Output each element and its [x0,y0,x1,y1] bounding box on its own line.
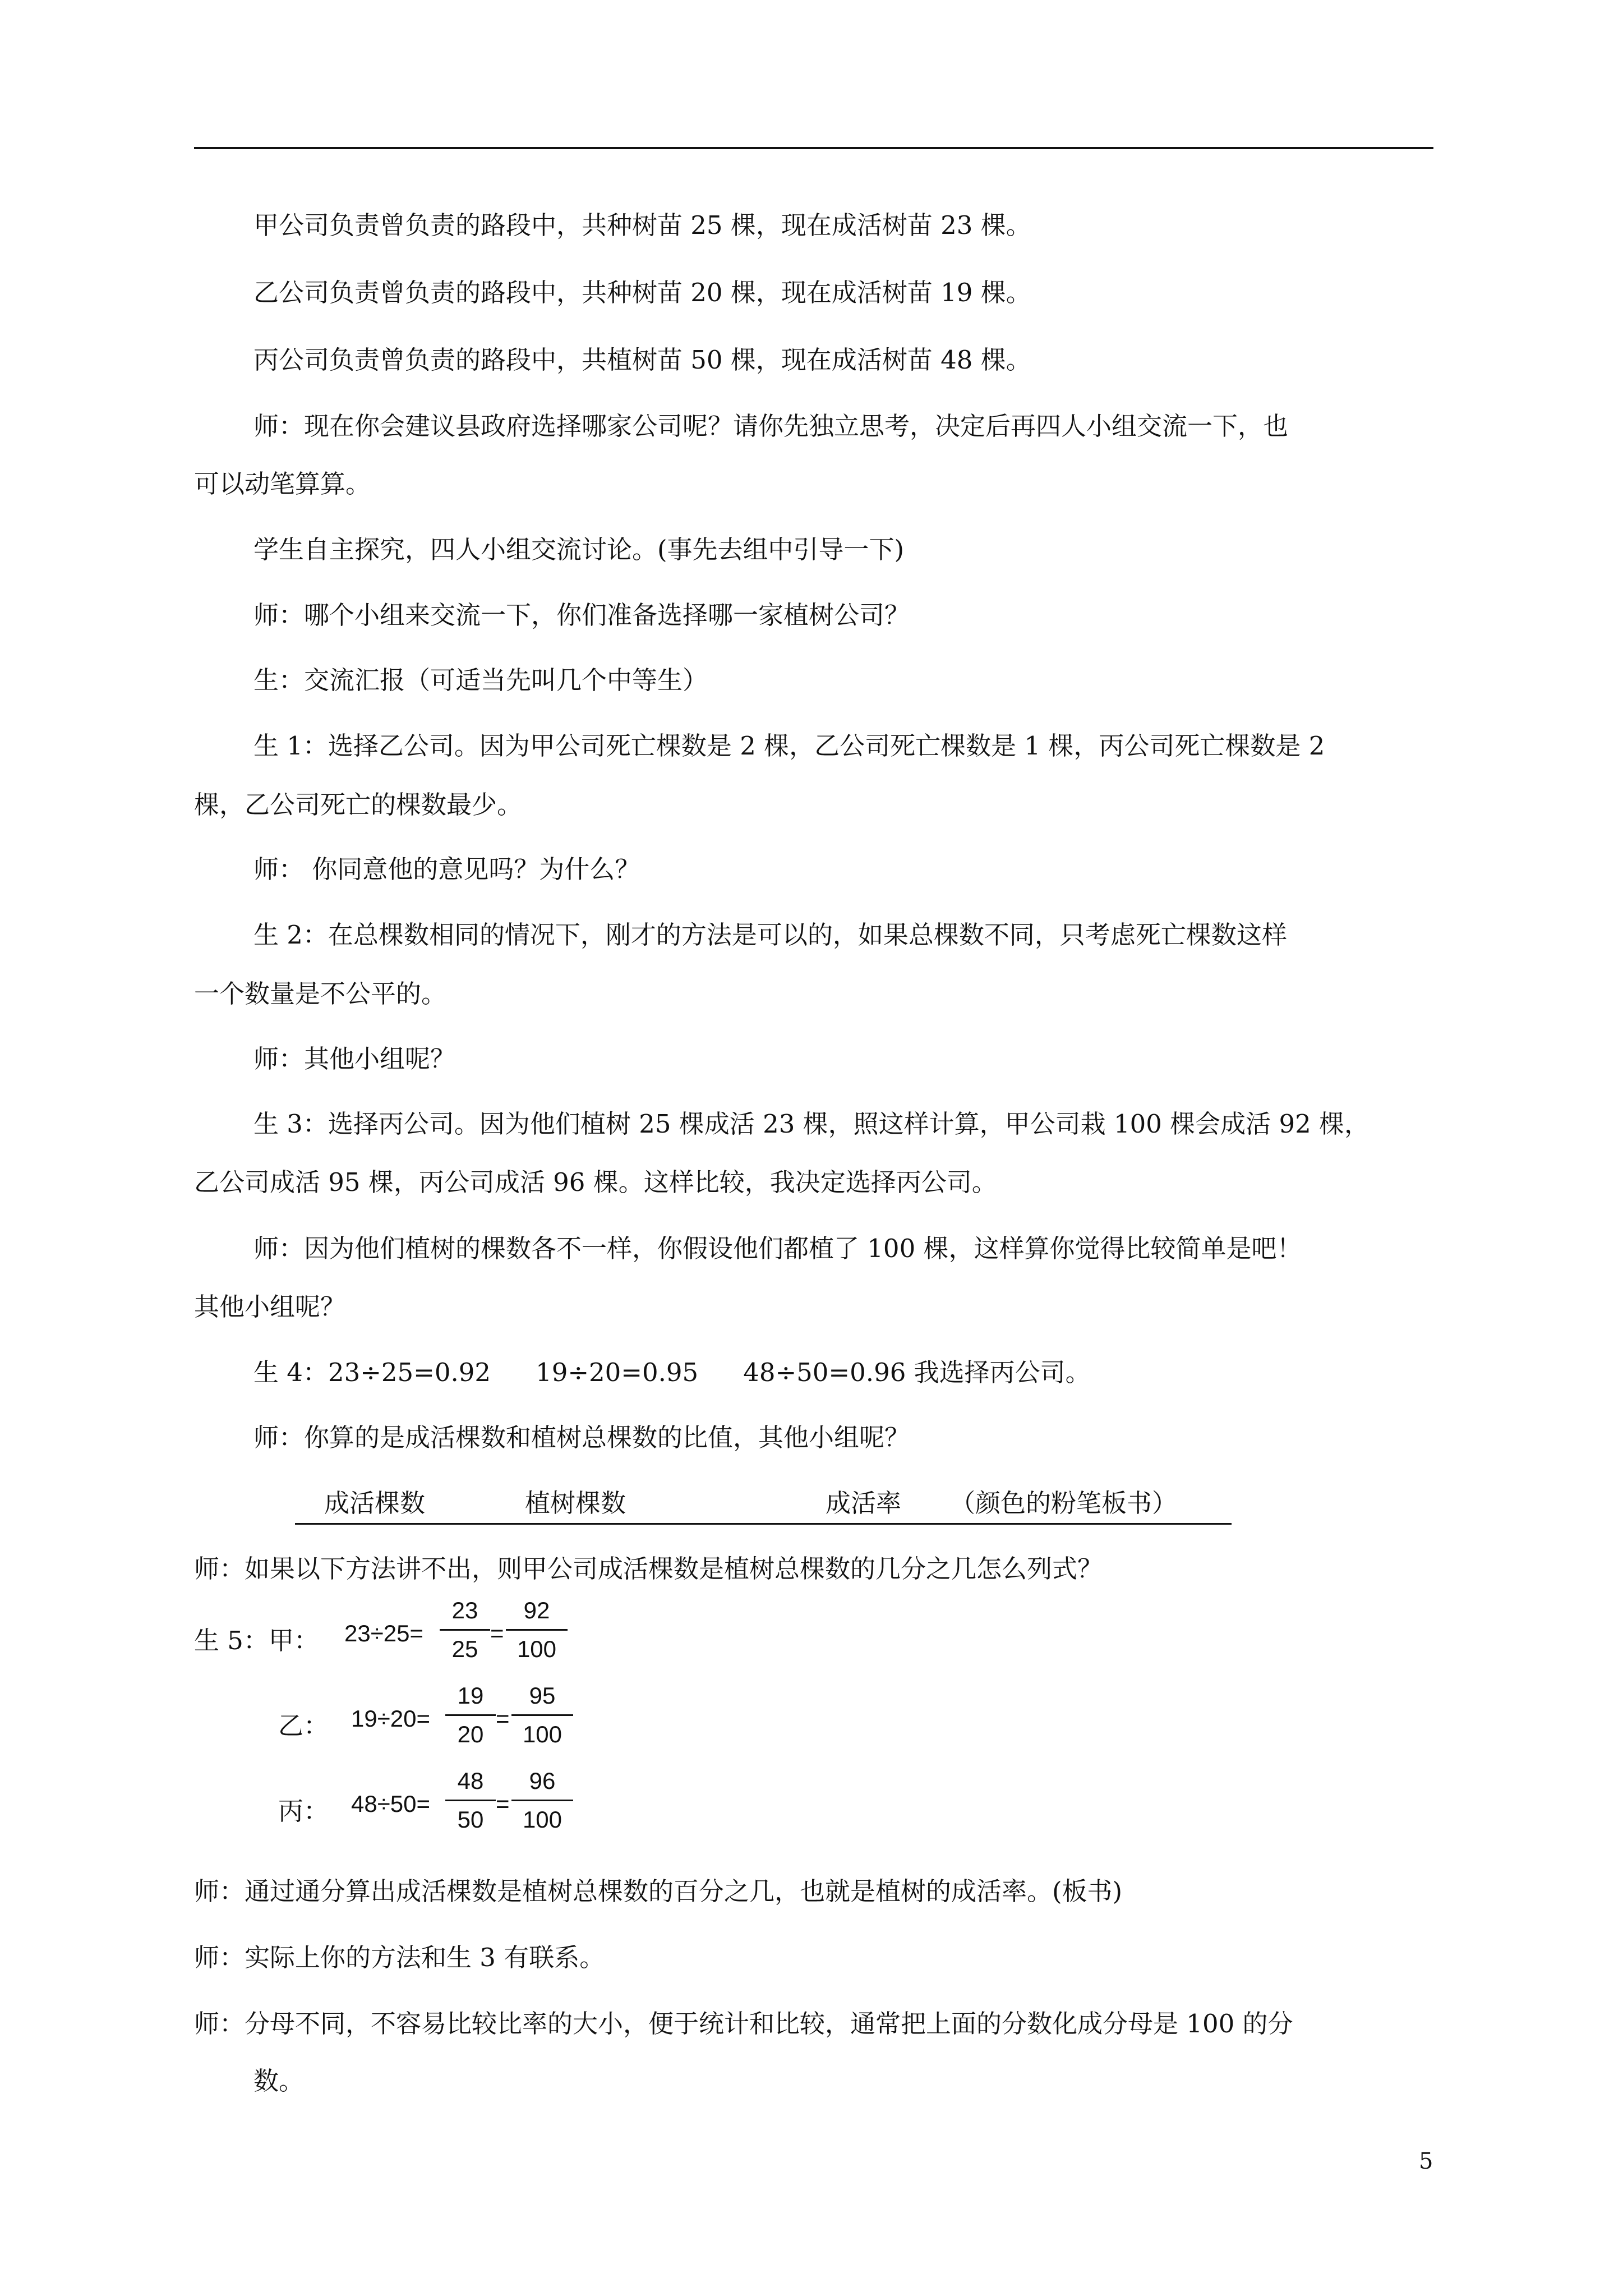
paragraph-company-a: 甲公司负责曾负责的路段中，共种树苗 25 棵，现在成活树苗 23 棵。 [253,210,1031,240]
fraction-label-c: 丙： [278,1796,329,1826]
paragraph-student1: 生 1：选择乙公司。因为甲公司死亡棵数是 2 棵，乙公司死亡棵数是 1 棵，丙公司死亡棵数是 2 [253,731,1325,761]
paragraph-teacher-which-group: 师：哪个小组来交流一下，你们准备选择哪一家植树公司？ [253,600,910,630]
fraction-label-a: 生 5：甲： [194,1626,319,1655]
paragraph-teacher-agree: 师： 你同意他的意见吗？为什么？ [253,854,640,884]
fraction-expr-b: 19÷20= [351,1705,431,1732]
fraction-row-c [194,1764,643,1842]
fraction-expr-c: 48÷50= [351,1791,431,1817]
paragraph-company-b: 乙公司负责曾负责的路段中，共种树苗 20 棵，现在成活树苗 19 棵。 [253,278,1031,307]
student4-calc-c: 48÷50=0.96 我选择丙公司。 [743,1358,1091,1387]
board-header-underline [295,1523,1232,1525]
paragraph-company-c: 丙公司负责曾负责的路段中，共植树苗 50 棵，现在成活树苗 48 棵。 [253,345,1031,375]
paragraph-teacher-ratio: 师：你算的是成活棵数和植树总棵数的比值，其他小组呢？ [253,1423,910,1452]
fraction-expr-a: 23÷25= [344,1620,424,1646]
paragraph-teacher-common-denominator: 师：通过通分算出成活棵数是植树总棵数的百分之几，也就是植树的成活率。(板书) [194,1876,1123,1906]
paragraph-teacher-question: 师：现在你会建议县政府选择哪家公司呢？请你先独立思考，决定后再四人小组交流一下，也 [253,411,1289,441]
paragraph-teacher-others: 师：其他小组呢？ [253,1044,456,1074]
paragraph-teacher-denominator: 师：分母不同，不容易比较比率的大小，便于统计和比较，通常把上面的分数化成分母是 100 的分 [194,2009,1293,2039]
board-col-planted: 植树棵数 [525,1488,626,1518]
paragraph-teacher-question-cont: 可以动笔算算。 [194,469,371,499]
fraction-label-b: 乙： [278,1711,329,1741]
fraction-c-2: 96 100 [511,1764,573,1837]
student4-calc-b: 19÷20=0.95 [536,1358,699,1387]
paragraph-student-report: 生：交流汇报（可适当先叫几个中等生） [253,665,708,695]
fraction-a-1: 23 25 [440,1593,490,1667]
fraction-c-eq: = [496,1791,510,1817]
paragraph-student3: 生 3：选择丙公司。因为他们植树 25 棵成活 23 棵，照这样计算，甲公司栽 100 棵会成活 92 棵， [253,1109,1370,1139]
fraction-row-a [194,1593,643,1672]
paragraph-teacher-fraction: 师：如果以下方法讲不出，则甲公司成活棵数是植树总棵数的几分之几怎么列式？ [194,1554,1103,1584]
board-col-rate: 成活率 [826,1488,902,1518]
paragraph-student-explore: 学生自主探究，四人小组交流讨论。(事先去组中引导一下) [253,535,905,564]
fraction-a-2: 92 100 [506,1593,568,1667]
paragraph-student2-cont: 一个数量是不公平的。 [194,979,447,1009]
paragraph-student3-cont: 乙公司成活 95 棵，丙公司成活 96 棵。这样比较，我决定选择丙公司。 [194,1167,997,1197]
fraction-b-2: 95 100 [511,1678,573,1752]
paragraph-teacher-assume-cont: 其他小组呢？ [194,1292,346,1322]
paragraph-teacher-relation: 师：实际上你的方法和生 3 有联系。 [194,1943,605,1972]
page-number: 5 [1419,2148,1433,2174]
fraction-b-eq: = [496,1705,510,1732]
paragraph-student2: 生 2：在总棵数相同的情况下，刚才的方法是可以的，如果总棵数不同，只考虑死亡棵数这样 [253,920,1287,950]
board-col-survived: 成活棵数 [324,1488,426,1518]
header-rule [194,147,1433,149]
fraction-b-1: 19 20 [445,1678,496,1752]
fraction-row-b [194,1678,643,1757]
paragraph-teacher-assume: 师：因为他们植树的棵数各不一样，你假设他们都植了 100 棵，这样算你觉得比较简单是吧！ [253,1234,1302,1263]
student4-calc-a: 生 4：23÷25=0.92 [253,1358,491,1387]
fraction-a-eq: = [490,1620,504,1646]
fraction-c-1: 48 50 [445,1764,496,1837]
paragraph-student1-cont: 棵，乙公司死亡的棵数最少。 [194,790,523,820]
paragraph-teacher-denominator-cont: 数。 [253,2066,305,2096]
paragraph-student4 [253,1356,1091,1389]
board-col-note: （颜色的粉笔板书） [950,1488,1178,1518]
